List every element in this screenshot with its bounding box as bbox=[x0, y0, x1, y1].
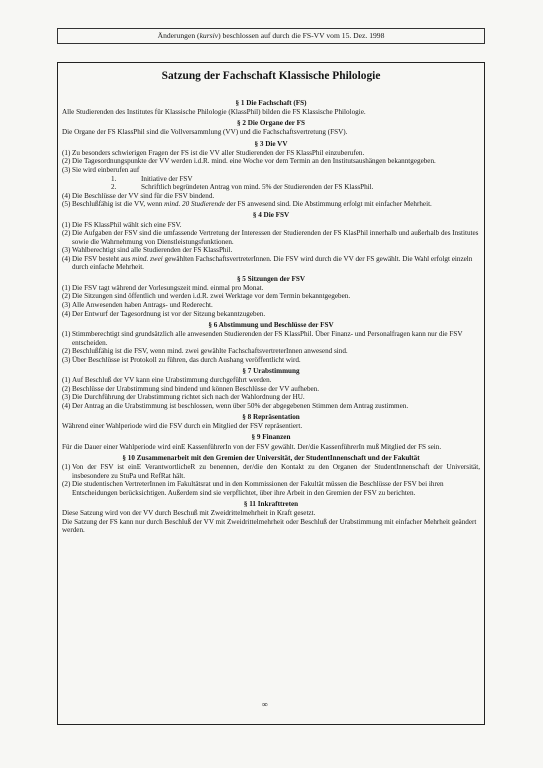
list-item: (3) Sie wird einberufen auf bbox=[62, 166, 140, 174]
document-title: Satzung der Fachschaft Klassische Philologie bbox=[161, 70, 381, 82]
list-item: (4) Die Beschlüsse der VV sind für die FSV bindend. bbox=[62, 191, 215, 200]
section-1-title: § 1 Die Fachschaft (FS) bbox=[235, 98, 307, 107]
section-11-text-2: Die Satzung der FS kann nur durch Beschluß der VV mit Zweidrittelmehrheit oder Beschluß der Urabstimmung mit einfacher Mehrheit geändert werden. bbox=[62, 517, 477, 535]
amendment-note-text-end: ) beschlossen auf durch die FS-VV vom 15. Dez. 1998 bbox=[218, 31, 385, 40]
section-4-title: § 4 Die FSV bbox=[252, 211, 290, 220]
list-item: (2) Die Tagesordnungspunkte der VV werden i.d.R. mind. eine Woche vor dem Termin an den Institutsaushängen bekanntgegeben. bbox=[62, 157, 436, 166]
list-item: (4) Der Antrag an die Urabstimmung ist beschlossen, wenn über 50% der abgegebenen Stimmen dem Antrag zustimmen. bbox=[62, 401, 409, 410]
list-item: (2) Die Aufgaben der FSV sind die umfassende Vertretung der Interessen der Studierenden der FS KlasPhil innerhalb und außerhalb des Institutes sowie die Wahrnehmung von Dienstleistungsfunktionen. bbox=[62, 229, 479, 246]
section-9-title: § 9 Finanzen bbox=[251, 433, 291, 442]
section-6-title: § 6 Abstimmung und Beschlüsse der FSV bbox=[208, 320, 334, 329]
section-9-text: Für die Dauer einer Wahlperiode wird einE KassenführerIn von der FSV gewählt. Der/die KassenführerIn muß Mitglied der FS sein. bbox=[62, 442, 442, 451]
section-8-text: Während einer Wahlperiode wird die FSV durch ein Mitglied der FSV repräsentiert. bbox=[62, 422, 303, 431]
list-item: (3) Die Durchführung der Urabstimmung richtet sich nach der Wahlordnung der HU. bbox=[62, 393, 305, 402]
section-1-text: Alle Studierenden des Institutes für Klassische Philologie (KlassPhil) bilden die FS Klassische Philologie. bbox=[62, 107, 366, 116]
list-item: (3) Über Beschlüsse ist Protokoll zu führen, das durch Aushang veröffentlicht wird. bbox=[62, 355, 301, 364]
section-5-title: § 5 Sitzungen der FSV bbox=[236, 274, 306, 283]
list-item: (4) Der Entwurf der Tagesordnung ist vor der Sitzung bekanntzugeben. bbox=[62, 309, 266, 318]
amendment-note bbox=[57, 28, 485, 44]
list-item: (4) Die FSV besteht aus mind. zwei gewählten FachschaftsvertreterInnen. Die FSV wird durch die VV der FS gewählt. Die Wahl erfolgt einzeln durch einfache Mehrheit. bbox=[62, 254, 473, 272]
list-item: (1) Die FS KlassPhil wählt sich eine FSV. bbox=[62, 220, 182, 229]
section-3-title: § 3 Die VV bbox=[254, 139, 288, 148]
list-item: (1) Von der FSV ist einE VerantwortlicheR zu benennen, der/die den Kontakt zu den Organen der StudentInnenschaft der Universität, insbesondere zu StuPa und RefRat hält. bbox=[62, 463, 480, 480]
list-item: (1) Zu besonders schwierigen Fragen der FS ist die VV aller Studierenden der FS KlassPhil einzuberufen. bbox=[62, 148, 365, 157]
list-item: (1) Stimmberechtigt sind grundsätzlich alle anwesenden Studierenden der FS KlassPhil. Über Finanz- und Personalfragen kann nur die FSV entscheiden. bbox=[62, 330, 463, 347]
section-11-title: § 11 Inkrafttreten bbox=[243, 500, 299, 509]
section-7-title: § 7 Urabstimmung bbox=[242, 366, 300, 375]
amendment-note-text: Änderungen ( bbox=[157, 31, 200, 40]
list-item: (2) Die Sitzungen sind öffentlich und werden i.d.R. zwei Werktage vor dem Termin bekanntgegeben. bbox=[62, 292, 351, 301]
list-item: (2) Beschlußfähig ist die FSV, wenn mind. zwei gewählte FachschaftsvertreterInnen anwesend sind. bbox=[62, 347, 348, 356]
end-flourish-icon: ∞ bbox=[262, 700, 268, 709]
section-2-title: § 2 Die Organe der FS bbox=[237, 119, 305, 128]
list-item: (1) Die FSV tagt während der Vorlesungszeit mind. einmal pro Monat. bbox=[62, 283, 264, 292]
list-item: (5) Beschlußfähig ist die VV, wenn mind. 20 Studierende der FS anwesend sind. Die Abstimmung erfolgt mit einfacher Mehrheit. bbox=[62, 200, 432, 209]
amendment-note-italic: kursiv bbox=[199, 31, 219, 40]
list-item: (3) Wahlberechtigt sind alle Studierenden der FS KlassPhil. bbox=[62, 246, 233, 255]
list-item: (2) Die studentischen VertreterInnen im Fakultätsrat und in den Kommissionen der Fakultät müssen die Beschlüsse der FSV bei ihren Entscheidungen berücksichtigen. Außerdem sind sie verpflichtet, über ihre Arbeit in den Gremien der FSV zu berichten. bbox=[62, 480, 444, 497]
section-2-text: Die Organe der FS KlassPhil sind die Vollversammlung (VV) und die Fachschaftsvertretung (FSV). bbox=[62, 128, 348, 137]
section-10-title: § 10 Zusammenarbeit mit den Gremien der Universität, der StudentInnenschaft und der Fakultät bbox=[122, 453, 420, 462]
section-8-title: § 8 Repräsentation bbox=[242, 412, 300, 421]
list-item: (2) Beschlüsse der Urabstimmung sind bindend und können Beschlüsse der VV aufheben. bbox=[62, 384, 320, 393]
sub-list-item: 2. Schriftlich begründeten Antrag von mind. 5% der Studierenden der FS KlassPhil. bbox=[111, 183, 374, 192]
sub-list-item: 1. Initiative der FSV bbox=[111, 174, 193, 183]
list-item: (1) Auf Beschluß der VV kann eine Urabstimmung durchgeführt werden. bbox=[62, 376, 272, 385]
document-body bbox=[62, 96, 480, 535]
section-11-text-1: Diese Satzung wird von der VV durch Beschuß mit Zweidrittelmehrheit in Kraft gesetzt. bbox=[62, 509, 316, 518]
list-item: (3) Alle Anwesenden haben Antrags- und Rederecht. bbox=[62, 300, 213, 309]
